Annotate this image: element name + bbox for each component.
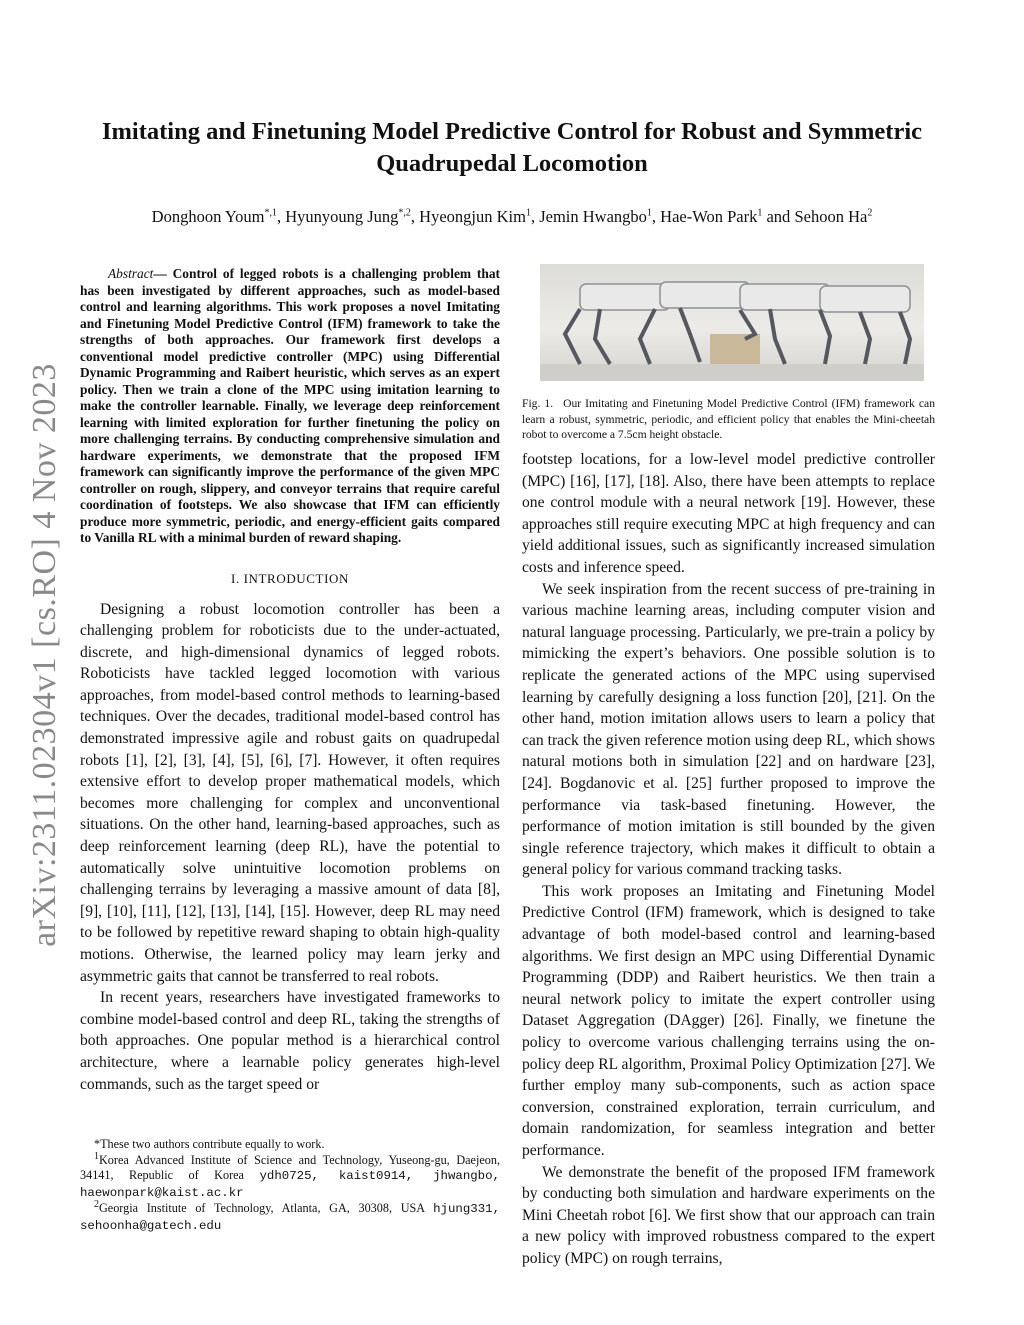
figure-robot-image [540,264,924,381]
paragraph: Designing a robust locomotion controller has been a challenging problem for roboticists due to the under-actuated, discrete, and high-dimensional dynamics of legged robots. Roboticists have tackled legged locomotion with various approaches, from model-based control methods to learning-based techniques. Over the decades, traditional model-based control has demonstrated impressive agile and robust gaits on quadrupedal robots [1], [2], [3], [4], [5], [6], [7]. However, it often requires extensive effort to develop proper mathematical models, which becomes more challenging for complex and unconventional situations. On the other hand, learning-based approaches, such as deep reinforcement learning (deep RL), have the potential to automatically solve unintuitive locomotion problems on challenging terrains by leveraging a massive amount of data [8], [9], [10], [11], [12], [13], [14], [15]. However, deep RL may need to be followed by repetitive reward shaping to obtain high-quality motions. Otherwise, the learned policy may learn jerky and asymmetric gaits that cannot be transferred to real robots. [80,600,500,985]
paragraph: In recent years, researchers have investigated frameworks to combine model-based control and deep RL, taking the strengths of both approaches. One popular method is a hierarchical control architecture, where a learnable policy generates high-level commands, such as the target speed or [80,989,500,1093]
paragraph: We seek inspiration from the recent success of pre-training in various machine learning areas, including computer vision and natural language processing. Particularly, we pre-train a policy by mimicking the expert’s behaviors. One possible solution is to replicate the generated actions of the MPC using supervised learning by carefully designing a loss function [20], [21]. On the other hand, motion imitation allows users to learn a policy that can track the given reference motion using deep RL, which shows natural motions both in simulation [22] and on hardware [23], [24]. Bogdanovic et al. [25] further proposed to improve the performance via task-based finetuning. However, the performance of motion imitation is still bounded by the given single reference trajectory, which makes it difficult to obtain a general policy for various command tracking tasks. [522,580,935,879]
author-affiliation-mark: 1 [757,207,763,219]
footnotes [80,1137,500,1235]
abstract-label: Abstract [108,266,154,281]
author: Sehoon Ha [794,207,868,226]
author-affiliation-mark: 2 [867,207,873,219]
section-heading: I. INTRODUCTION [230,570,350,586]
paper-title: Imitating and Finetuning Model Predictive Control for Robust and Symmetric Quadrupedal Locomotion [101,118,923,177]
right-column [522,449,935,1270]
author-affiliation-mark: 1 [525,207,531,219]
author-list: Donghoon Youm$^{*,1}$, Hyunyoung Jung$^{*,2}$, Hyeongjun Kim$^1$, Jemin Hwangbo$^1$, Hae-Won Park$^1$ and Sehoon Ha$^2$ [151,207,873,226]
footnote-affiliation-2: $^2$Georgia Institute of Technology, Atlanta, GA, 30308, USA hjung331, sehoonha@gatech.edu [80,1199,501,1233]
left-column [80,266,500,1095]
author-affiliation-mark: 1 [646,207,652,219]
emails: hjung331, sehoonha@gatech.edu [80,1202,501,1233]
author: Hae-Won Park [660,207,758,226]
author: Hyeongjun Kim [419,207,526,226]
arxiv-identifier: arXiv:2311.02304v1 [cs.RO] 4 Nov 2023 [26,363,63,947]
abstract [80,266,500,547]
quadruped-robot-illustration [540,264,924,381]
author-affiliation-mark: *,1 [264,207,277,219]
author: Hyunyoung Jung [285,207,399,226]
author: Jemin Hwangbo [539,207,647,226]
footnote-equal-contribution: *These two authors contribute equally to work. [94,1137,325,1151]
paragraph: This work proposes an Imitating and Finetuning Model Predictive Control (IFM) framework, which is designed to take advantage of both model-based control and learning-based algorithms. We first design an MPC using Differential Dynamic Programming (DDP) and Raibert heuristics. We then train a neural network policy to imitate the expert controller using Dataset Aggregation (DAgger) [26]. Finally, we finetune the policy to overcome various challenging terrains using the on-policy deep RL algorithm, Proximal Policy Optimization [27]. We further employ many sub-components, such as action space conversion, constrained exploration, terrain curriculum, and domain randomization, for seamless integration and better performance. [522,882,935,1159]
figure-caption: Fig. 1. Our Imitating and Finetuning Model Predictive Control (IFM) framework can learn a robust, symmetric, periodic, and efficient policy that enables the Mini-cheetah robot to overcome a 7.5cm height obstacle. [522,397,935,442]
emails: ydh0725, kaist0914, jhwangbo, haewonpark@kaist.ac.kr [80,1169,500,1200]
author-affiliation-mark: *,2 [398,207,411,219]
abstract-text: — Control of legged robots is a challenging problem that has been investigated by different approaches, such as model-based control and learning algorithms. This work proposes a novel Imitating and Finetuning Model Predictive Control (IFM) framework to take the strengths of both approaches. Our framework first develops a conventional model predictive controller (MPC) using Differential Dynamic Programming and Raibert heuristic, which serves as an expert policy. Then we train a clone of the MPC using imitation learning to make the controller learnable. Finally, we leverage deep reinforcement learning with limited exploration for further finetuning the policy on more challenging terrains. By conducting comprehensive simulation and hardware experiments, we demonstrate that the proposed IFM framework can significantly improve the performance of the given MPC controller on rough, slippery, and conveyor terrains that require careful coordination of footsteps. We also showcase that IFM can efficiently produce more symmetric, periodic, and energy-efficient gaits compared to Vanilla RL with a minimal burden of reward shaping. [80,266,500,545]
paragraph: We demonstrate the benefit of the proposed IFM framework by conducting both simulation and hardware experiments on the Mini Cheetah robot [6]. We first show that our approach can train a new policy with improved robustness compared to the expert policy (MPC) on rough terrains, [522,1163,935,1267]
footnote-affiliation-1: $^1$Korea Advanced Institute of Science and Technology, Yuseong-gu, Daejeon, 34141, Republic of Korea ydh0725, kaist0914, jhwangbo, haewonpark@kaist.ac.kr [80,1150,500,1200]
paragraph: footstep locations, for a low-level model predictive controller (MPC) [16], [17], [18]. Also, there have been attempts to replace one control module with a neural network [19]. However, these approaches still require executing MPC at high frequency and can yield additional issues, such as significantly increased simulation costs and inference speed. [522,451,935,576]
author: Donghoon Youm [151,207,265,226]
figure-label: Fig. 1. [522,397,554,410]
